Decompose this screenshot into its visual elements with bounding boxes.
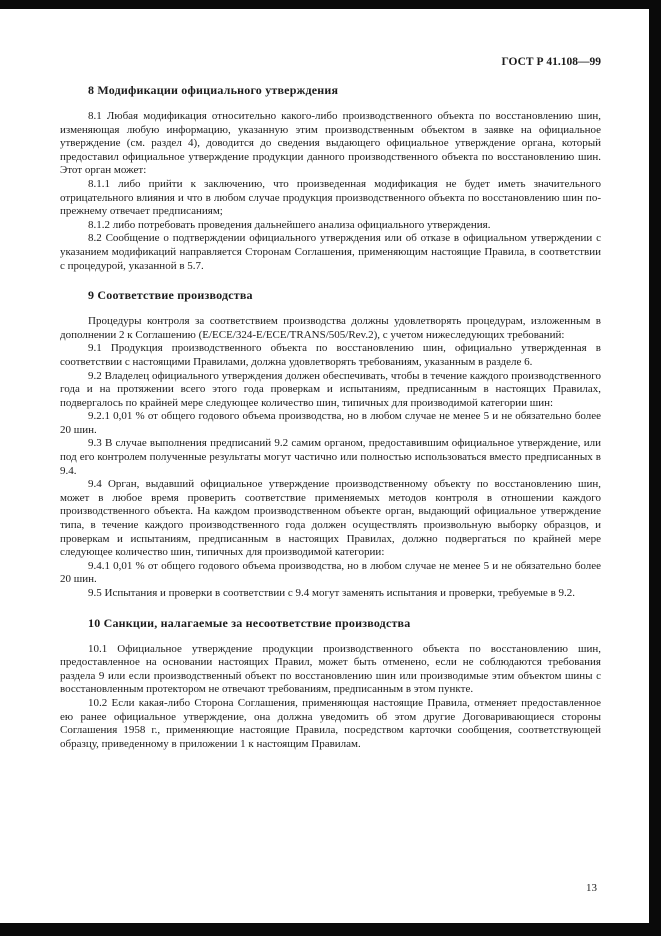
section-10-heading: 10 Санкции, налагаемые за несоответствие производства [88, 615, 411, 630]
paragraph-9-4: 9.4 Орган, выдавший официальное утверждение производственному объекту по восстановлению шин, может в любое время проверить соответствие применяемых методов контроля в отношении каждого производственного объекта. На каждом производственном объекте орган, выдающий официальное утверждение типа, в течение каждого производственного года должен осуществлять произвольную выборку образцов, и проверкам и испытаниям, предписанным в настоящих Правилах, должно подвергаться по крайней мере следующее количество шин, типичных для производимой категории: [60, 478, 601, 559]
paragraph-9-2-1: 9.2.1 0,01 % от общего годового объема производства, но в любом случае не менее 5 и не обязательно более 20 шин. [60, 410, 601, 436]
paragraph-10-2: 10.2 Если какая-либо Сторона Соглашения, применяющая настоящие Правила, отменяет предоставленное ею ранее официальное утверждение, она должна уведомить об этом другие Договаривающиеся стороны Соглашения 1958 г., применяющие настоящие Правила, посредством карточки сообщения, соответствующей образцу, приведенному в приложении 1 к настоящим Правилам. [60, 696, 601, 750]
paragraph-10-1: 10.1 Официальное утверждение продукции производственного объекта по восстановлению шин, предоставленное на основании настоящих Правил, может быть отменено, если не соблюдаются требования раздела 9 или если производственный объект по восстановлению шин или производимые этим объектом шины с восстановленным протектором не отвечают требованиям, предписанным в этом пункте. [60, 642, 601, 696]
scan-edge-right [649, 0, 661, 936]
paragraph-9-2: 9.2 Владелец официального утверждения должен обеспечивать, чтобы в течение каждого производственного года и на протяжении всего этого года проверкам и испытаниям, предписанным в настоящих Правилах, подвергалось по крайней мере следующее количество шин, типичных для производимой категории шин: [60, 369, 601, 409]
section-8 [60, 83, 601, 273]
section-9-heading: 9 Соответствие производства [88, 288, 253, 303]
paragraph-8-1-1: 8.1.1 либо прийти к заключению, что произведенная модификация не будет иметь значительного отрицательного влияния и что в любом случае продукция производственного объекта по восстановлению шин по-прежнему отвечает предписаниям; [60, 177, 601, 218]
document-code-header: ГОСТ Р 41.108—99 [501, 56, 601, 68]
page-number: 13 [586, 882, 597, 894]
paragraph-9-intro: Процедуры контроля за соответствием производства должны удовлетворять процедурам, изложенным в дополнении 2 к Соглашению (Е/ЕСЕ/324-Е/ЕСЕ/TRANS/505/Rev.2), с учетом нижеследующих требований: [60, 315, 601, 341]
paragraph-8-1: 8.1 Любая модификация относительно какого-либо производственного объекта по восстановлению шин, изменяющая любую информацию, указанную этим производственным объектом в заявке на официальное утверждение (см. раздел 4), доводится до сведения выдающего официальное утверждение органа, который предоставил официальное утверждение продукции данного производственного объекта по восстановлению шин. Этот орган может: [60, 110, 601, 177]
paragraph-9-4-1: 9.4.1 0,01 % от общего годового объема производства, но в любом случае не менее 5 и не обязательно более 20 шин. [60, 559, 601, 586]
section-8-heading: 8 Модификации официального утверждения [88, 83, 339, 97]
paragraph-9-5: 9.5 Испытания и проверки в соответствии с 9.4 могут заменять испытания и проверки, требуемые в 9.2. [88, 587, 576, 599]
document-page [60, 56, 601, 751]
section-9 [60, 288, 601, 600]
section-10 [60, 616, 601, 752]
scan-edge-bottom [0, 923, 661, 936]
paragraph-9-1: 9.1 Продукция производственного объекта по восстановлению шин, официально утвержденная в соответствии с настоящими Правилами, должна удовлетворять требованиям, указанным в разделе 6. [60, 342, 601, 368]
paragraph-8-2: 8.2 Сообщение о подтверждении официального утверждения или об отказе в официальном утверждении с указанием модификаций направляется Сторонам Соглашения, применяющим настоящие Правила, в соответствии с процедурой, указанной в 5.7. [60, 232, 601, 272]
scan-edge-top [0, 0, 661, 9]
paragraph-8-1-2: 8.1.2 либо потребовать проведения дальнейшего анализа официального утверждения. [88, 218, 491, 231]
paragraph-9-3: 9.3 В случае выполнения предписаний 9.2 самим органом, предоставившим официальное утверждение, или под его контролем полученные результаты могут частично или полностью использоваться вместо предписанных в 9.4. [60, 437, 601, 477]
